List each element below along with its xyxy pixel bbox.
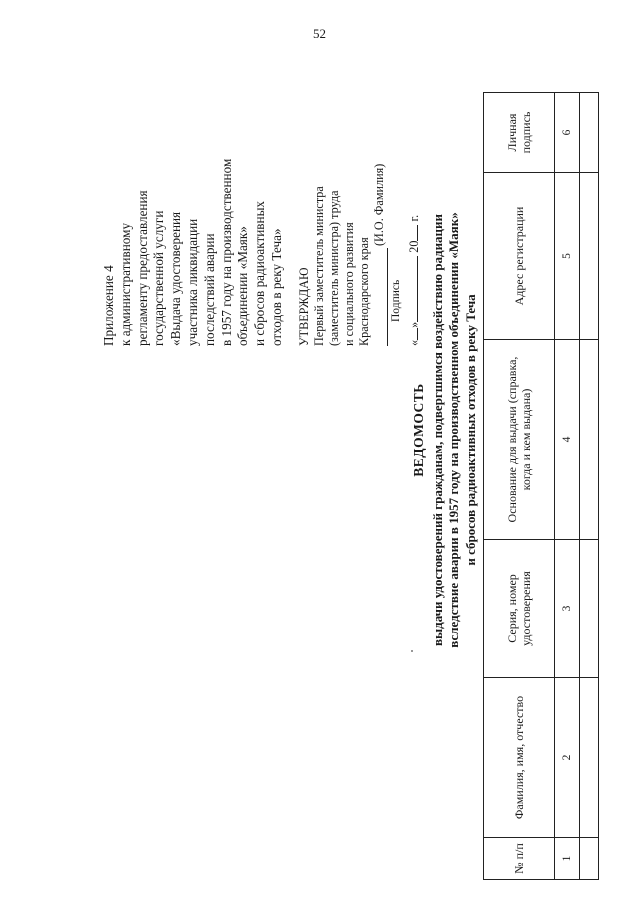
approval-position-line: и социального развития (342, 222, 356, 346)
table-header-cell: Личная подпись (484, 93, 555, 173)
table-cell (580, 340, 599, 540)
document-title-main: ВЕДОМОСТЬ (411, 383, 426, 477)
approval-position-line: Краснодарского края (357, 237, 371, 346)
table-cell (580, 838, 599, 880)
appendix-line: последствий аварии (201, 233, 217, 346)
appendix-line: участника ликвидации (184, 218, 200, 346)
table-header-cell: Фамилия, имя, отчество (484, 678, 555, 838)
appendix-line: в 1957 году на производственном (218, 158, 234, 346)
approval-block (297, 76, 422, 346)
appendix-line: государственной услуги (151, 210, 167, 346)
appendix-line: к административному (117, 222, 133, 346)
table-cell (580, 93, 599, 173)
appendix-line: объединении «Маяк» (235, 226, 251, 346)
appendix-line: регламенту предоставления (134, 190, 150, 346)
appendix-line: «Выдача удостоверения (168, 211, 184, 346)
page-number: 52 (313, 26, 326, 41)
table-column-number-row (555, 93, 580, 880)
date-year-suffix: г. (407, 214, 421, 222)
column-number-cell: 4 (555, 340, 580, 540)
appendix-line: Приложение 4 (101, 265, 116, 346)
date-year-prefix: 20 (407, 240, 421, 253)
signature-line (372, 248, 388, 346)
approval-position-line: (заместитель министра) труда (327, 190, 341, 346)
signature-row (372, 76, 389, 346)
appendix-line: отходов в реку Теча» (268, 228, 284, 346)
register-table (483, 92, 599, 880)
approval-position-line: Первый заместитель министра (312, 186, 326, 346)
appendix-line: и сбросов радиоактивных (252, 200, 268, 346)
name-placeholder: (И.О. Фамилия) (372, 163, 386, 246)
rotated-document-sheet (35, 80, 575, 880)
date-close-quote: » (407, 321, 421, 328)
table-header-row (484, 93, 555, 880)
table-cell (580, 540, 599, 678)
table-cell (580, 173, 599, 340)
appendix-note (101, 76, 286, 346)
signature-caption: Подпись (390, 279, 402, 322)
document-title-line: вследствие аварии в 1957 году на производственном объединении «Маяк» (446, 212, 461, 648)
document-title-line: и сбросов радиоактивных отходов в реку Теча (462, 294, 478, 566)
column-number-cell: 1 (555, 838, 580, 880)
column-number-cell: 5 (555, 173, 580, 340)
document-title-line: выдачи удостоверений гражданам, подвергшимся воздействию радиации (429, 213, 445, 647)
date-open-quote: « (407, 339, 421, 346)
column-number-cell: 2 (555, 678, 580, 838)
table-cell (580, 678, 599, 838)
document-title (411, 130, 479, 730)
table-row (580, 93, 599, 880)
approval-heading: УТВЕРЖДАЮ (297, 267, 311, 346)
column-number-cell: 6 (555, 93, 580, 173)
table-header-cell: № п/п (484, 838, 555, 880)
column-number-cell: 3 (555, 540, 580, 678)
table-header-cell: Основание для выдачи (справка, когда и кем выдана) (484, 340, 555, 540)
table-header-cell: Адрес регистрации (484, 173, 555, 340)
table-header-cell: Серия, номер удостоверения (484, 540, 555, 678)
